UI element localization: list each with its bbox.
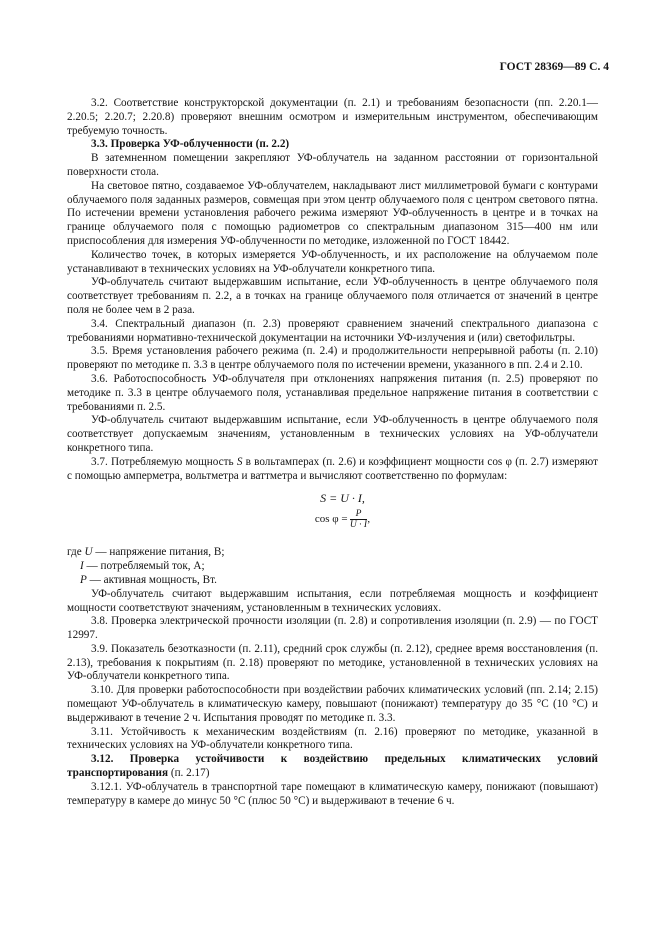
definition-text: — напряжение питания, В;	[92, 546, 225, 559]
definition-text: — активная мощность, Вт.	[86, 573, 217, 586]
paragraph-3-6-b: УФ-облучатель считают выдержавшим испытание, если УФ-облученность в центре облучаемого поля соответствует допускаемым значениям, установленным в технических условиях на УФ-облучатели конкретного типа.	[67, 414, 598, 454]
formula-power: S = U · I,	[320, 491, 365, 506]
document-body	[67, 97, 598, 808]
paragraph-3-9: 3.9. Показатель безотказности (п. 2.11), средний срок службы (п. 2.12), среднее время восстановления (п. 2.13), требования к покрытиям (п. 2.18) проверяют по методике, установленной в технических условиях на УФ-облучатели конкретного типа.	[67, 642, 598, 683]
definition-p	[67, 574, 598, 588]
formula-cos-phi-left: cos φ =	[314, 512, 348, 525]
definition-prefix: где	[67, 546, 85, 559]
formula-block	[67, 491, 598, 530]
paragraph-3-3-d: УФ-облучатель считают выдержавшим испытание, если УФ-облученность в центре облучаемого поля соответствует требованиям п. 2.2, а в точках на границе облучаемого поля отличается от значений в центре поля не более чем в 2 раза.	[67, 276, 598, 316]
paragraph-3-7	[67, 456, 598, 484]
variable-definitions	[67, 546, 598, 587]
paragraph-3-8: 3.8. Проверка электрической прочности изоляции (п. 2.8) и сопротивления изоляции (п. 2.9) — по ГОСТ 12997.	[67, 615, 598, 642]
definition-symbol: I	[80, 560, 84, 573]
paragraph-3-5: 3.5. Время установления рабочего режима (п. 2.4) и продолжительности непрерывной работы (п. 2.10) проверяют по методике п. 3.3 в центре облучаемого поля по истечении времени, указанного в пп. 2.4 и 2.10.	[67, 345, 598, 372]
definition-i	[67, 560, 598, 574]
heading-3-12-title: 3.12. Проверка устойчивости к воздействию предельных климатических условий транспортирования	[67, 753, 598, 780]
paragraph-3-7-text-2: в вольтамперах (п. 2.6) и коэффициент мощности cos φ (п. 2.7) измеряют с помощью амперметра, вольтметра и ваттметра и вычисляют соответственно по формулам:	[67, 455, 599, 482]
formula-cos-phi-end: ,	[367, 512, 371, 525]
definition-u	[67, 546, 598, 560]
definition-symbol: U	[84, 546, 93, 559]
formula-numerator: P	[350, 509, 368, 520]
paragraph-3-11: 3.11. Устойчивость к механическим воздействиям (п. 2.16) проверяют по методике, указанной в технических условиях на УФ-облучатели конкретного типа.	[67, 725, 598, 752]
paragraph-3-2: 3.2. Соответствие конструкторской документации (п. 2.1) и требованиям безопасности (пп. 2.20.1—2.20.5; 2.20.7; 2.20.8) проверяют внешним осмотром и измерительным инструментом, обеспечивающим требуемую точность.	[67, 97, 598, 137]
paragraph-3-3-b: На световое пятно, создаваемое УФ-облучателем, накладывают лист миллиметровой бумаги с контурами облучаемого поля заданных размеров, совмещая при этом центр облучаемого поля с центром светового пятна. По истечении времени установления рабочего режима измеряют УФ-облученность в центре и в точках на границе облучаемого поля с помощью радиометров со спектральным диапазоном 315—400 нм или приспособления для измерения УФ-облученности по методике, изложенной по ГОСТ 18442.	[67, 179, 598, 247]
heading-3-3: 3.3. Проверка УФ-облученности (п. 2.2)	[91, 138, 290, 151]
heading-3-12-ref: (п. 2.17)	[168, 767, 210, 780]
page-header: ГОСТ 28369—89 С. 4	[499, 61, 609, 73]
paragraph-3-12-1: 3.12.1. УФ-облучатель в транспортной таре помещают в климатическую камеру, понижают (повышают) температуру в камере до минус 50 °C (плюс 50 °C) и выдерживают в течение 6 ч.	[67, 780, 598, 807]
paragraph-3-3-a: В затемненном помещении закрепляют УФ-облучатель на заданном расстоянии от горизонтальной поверхности стола.	[67, 152, 598, 178]
paragraph-3-7-b: УФ-облучатель считают выдержавшим испытания, если потребляемая мощность и коэффициент мощности соответствуют значениям, установленным в технических условиях.	[67, 587, 598, 614]
heading-3-12	[67, 753, 598, 781]
symbol-s: S	[236, 455, 243, 468]
paragraph-3-6-a: 3.6. Работоспособность УФ-облучателя при отклонениях напряжения питания (п. 2.5) проверяют по методике п. 3.3 в центре облучаемого поля, устанавливая предельное напряжение питания в соответствии с требованиями п. 2.5.	[67, 372, 598, 413]
paragraph-3-10: 3.10. Для проверки работоспособности при воздействии рабочих климатических условий (пп. 2.14; 2.15) помещают УФ-облучатель в климатическую камеру, повышают (понижают) температуру до 35 °C (10 °C) и выдерживают в течение 2 ч. Испытания проводят по методике п. 3.3.	[67, 684, 598, 724]
paragraph-3-3-c: Количество точек, в которых измеряется УФ-облученность, и их расположение на облучаемом поле устанавливают в технических условиях на УФ-облучатели конкретного типа.	[67, 248, 598, 275]
definition-text: — потребляемый ток, А;	[83, 560, 205, 573]
definition-symbol: P	[80, 573, 87, 586]
formula-cos-phi	[87, 509, 598, 530]
paragraph-3-4: 3.4. Спектральный диапазон (п. 2.3) проверяют сравнением значений спектрального диапазона с требованиями нормативно-технической документации на источники УФ-излучения и (или) светофильтры.	[67, 317, 598, 344]
formula-fraction	[349, 509, 371, 531]
paragraph-3-7-text-1: 3.7. Потребляемую мощность	[91, 455, 237, 468]
formula-denominator: U · I	[349, 520, 368, 531]
